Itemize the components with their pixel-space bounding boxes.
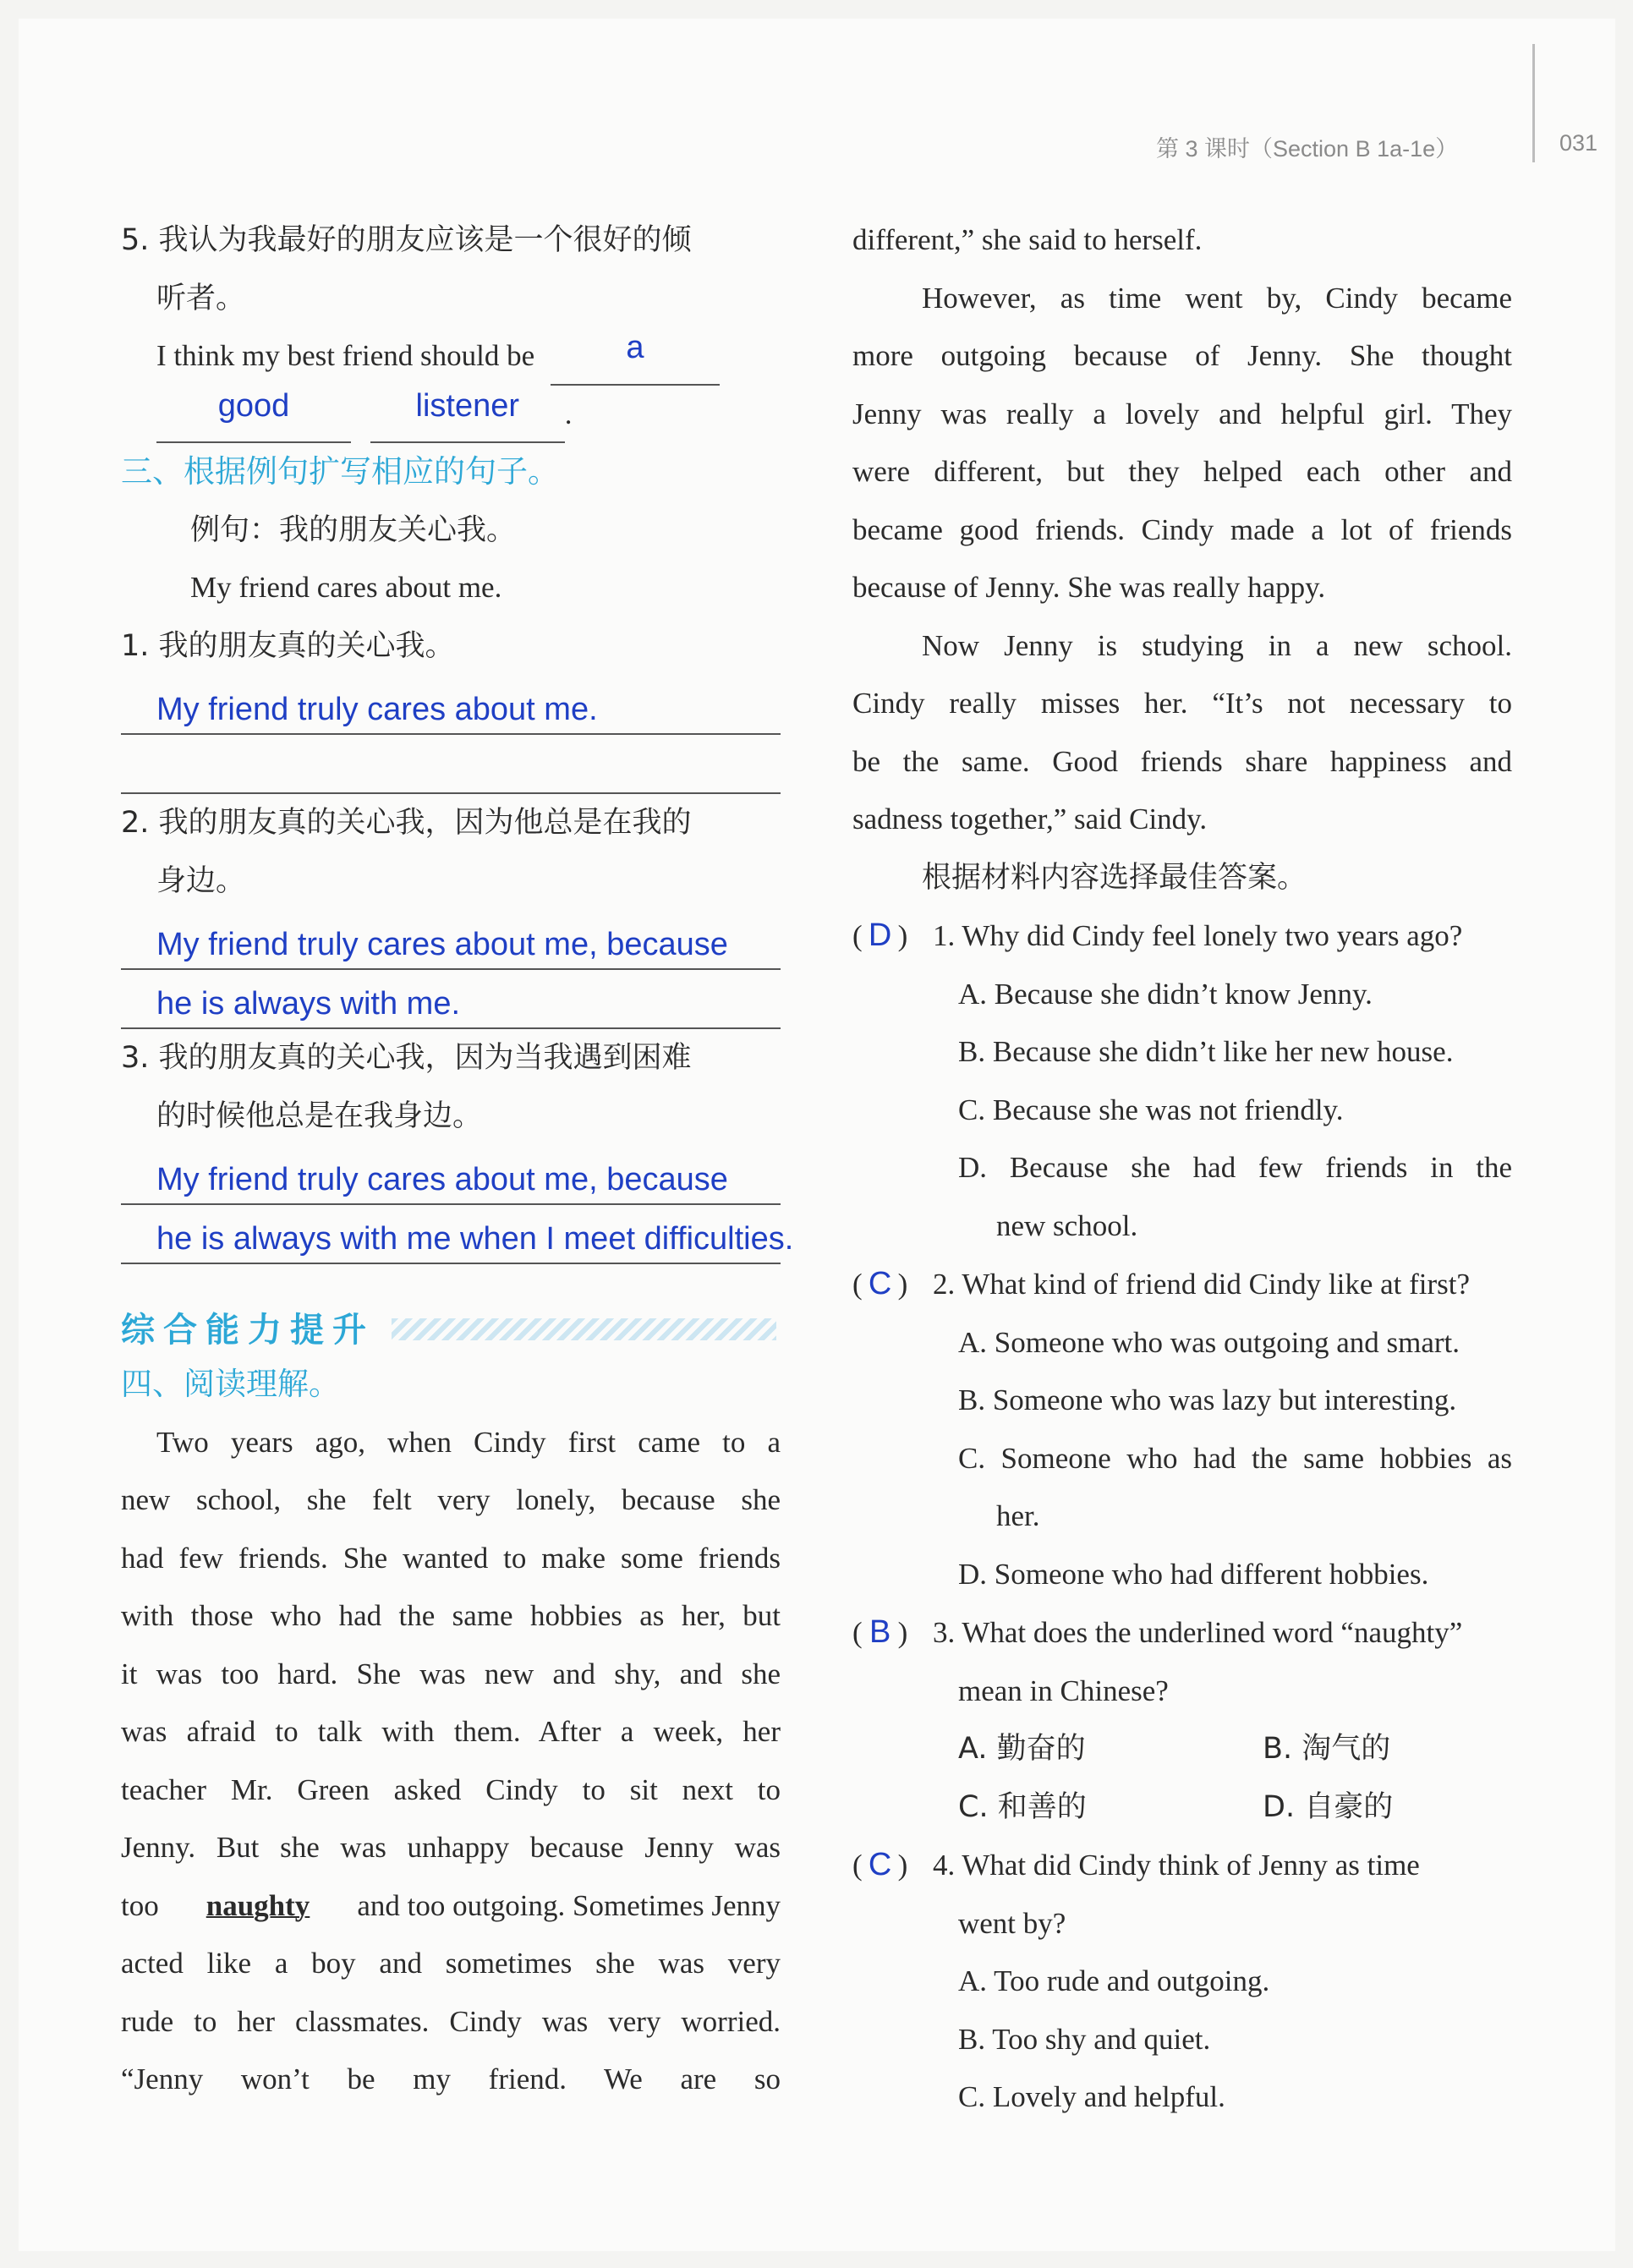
section3-q3-prompt-line2: 的时候他总是在我身边。 — [156, 1098, 483, 1133]
q5-prompt-line1: 5. 我认为我最好的朋友应该是一个很好的倾 — [121, 223, 692, 257]
section3-q3-answer-1: My friend truly cares about me, because — [156, 1161, 728, 1197]
passage-line: rude to her classmates. Cindy was very worried. — [121, 2004, 781, 2038]
q5-period: . — [564, 397, 573, 430]
passage-line: with those who had the same hobbies as her, but — [121, 1599, 781, 1632]
paren-open: ( — [852, 1616, 863, 1649]
question-text: 3. What does the underlined word “naughty” — [933, 1616, 1463, 1649]
left-column — [121, 211, 794, 2109]
paren-open: ( — [852, 1849, 863, 1882]
answer-bracket[interactable] — [852, 907, 933, 966]
q5-blank-3-answer: listener — [415, 387, 519, 424]
question-4-continued: went by? — [958, 1906, 1066, 1940]
option-d[interactable]: D. Someone who had different hobbies. — [958, 1557, 1429, 1591]
passage-word: too — [121, 1888, 159, 1922]
passage-line: different,” she said to herself. — [852, 223, 1203, 256]
section4-title: 四、阅读理解。 — [121, 1366, 340, 1402]
option-a[interactable]: A. 勤奋的 — [958, 1732, 1086, 1766]
passage-line: were different, but they helped each other and — [852, 455, 1512, 488]
section3-title: 三、根据例句扩写相应的句子。 — [121, 453, 559, 490]
section3-q2-prompt-line2: 身边。 — [156, 863, 246, 898]
answer-bracket[interactable] — [852, 1603, 933, 1663]
option-c[interactable]: C. Someone who had the same hobbies as — [958, 1441, 1512, 1475]
option-b[interactable]: B. Because she didn’t like her new house. — [958, 1035, 1454, 1068]
passage-line: new school, she felt very lonely, because she — [121, 1483, 781, 1516]
paren-close: ) — [897, 1268, 908, 1301]
passage-line: Jenny was really a lovely and helpful girl. They — [852, 397, 1512, 430]
section3-q2-answer-2: he is always with me. — [156, 986, 461, 1022]
option-b[interactable]: B. Too shy and quiet. — [958, 2022, 1211, 2056]
passage-line: “Jenny won’t be my friend. We are so — [121, 2063, 781, 2095]
paren-close: ) — [897, 1616, 908, 1649]
section3-example-zh: 例句：我的朋友关心我。 — [190, 512, 517, 547]
passage-text: and too outgoing. Sometimes Jenny — [357, 1888, 781, 1922]
section-banner — [121, 1288, 781, 1356]
question-text: 2. What kind of friend did Cindy like at first? — [933, 1268, 1471, 1301]
banner-stripe — [392, 1318, 776, 1340]
option-d-continued: new school. — [996, 1208, 1138, 1242]
passage-line: because of Jenny. She was really happy. — [852, 571, 1326, 604]
option-c[interactable]: C. Because she was not friendly. — [958, 1093, 1344, 1126]
answer-bracket[interactable] — [852, 1836, 933, 1895]
passage-line: Cindy really misses her. “It’s not necessary to — [852, 687, 1512, 720]
passage-line: Jenny. But she was unhappy because Jenny was — [121, 1831, 781, 1864]
passage-line: Now Jenny is studying in a new school. — [922, 628, 1512, 662]
paren-open: ( — [852, 919, 863, 952]
answer-q3: B — [869, 1614, 891, 1650]
passage-line: acted like a boy and sometimes she was very — [121, 1947, 781, 1980]
option-c[interactable]: C. 和善的 — [958, 1789, 1087, 1824]
passage-line-naughty — [121, 1877, 781, 1936]
q5-blank-3[interactable] — [370, 387, 565, 443]
q5-english-prefix: I think my best friend should be — [156, 339, 535, 372]
right-column — [852, 211, 1512, 2127]
option-a[interactable]: A. Too rude and outgoing. — [958, 1964, 1270, 1997]
question-1 — [852, 907, 1512, 966]
option-c-continued: her. — [996, 1499, 1040, 1532]
section3-q1-answer-line2[interactable] — [121, 735, 781, 795]
passage-line: became good friends. Cindy made a lot of friends — [852, 512, 1512, 546]
option-d[interactable]: D. Because she had few friends in the — [958, 1151, 1512, 1184]
passage-line: it was too hard. She was new and shy, and she — [121, 1657, 781, 1690]
section3-q2-answer-1: My friend truly cares about me, because — [156, 926, 728, 962]
section3-q2-answer-line2[interactable] — [121, 970, 781, 1030]
option-b[interactable]: B. 淘气的 — [1263, 1732, 1391, 1766]
section3-q3-prompt-line1: 3. 我的朋友真的关心我，因为当我遇到困难 — [121, 1041, 692, 1075]
section3-example-en: My friend cares about me. — [190, 571, 502, 604]
answer-q1: D — [868, 918, 892, 953]
paren-open: ( — [852, 1268, 863, 1301]
question-3-continued: mean in Chinese? — [958, 1674, 1169, 1707]
option-a[interactable]: A. Someone who was outgoing and smart. — [958, 1325, 1460, 1359]
option-d[interactable]: D. 自豪的 — [1263, 1789, 1394, 1824]
option-row — [852, 1778, 1512, 1837]
question-4 — [852, 1836, 1512, 1895]
option-a[interactable]: A. Because she didn’t know Jenny. — [958, 977, 1373, 1011]
passage-line: more outgoing because of Jenny. She thought — [852, 339, 1512, 372]
section3-q2-prompt-line1: 2. 我的朋友真的关心我，因为他总是在我的 — [121, 806, 692, 840]
q5-blank-1-answer: a — [626, 330, 644, 365]
passage-line: sadness together,” said Cindy. — [852, 803, 1208, 835]
passage-line: However, as time went by, Cindy became — [922, 281, 1512, 315]
q5-blank-2[interactable] — [156, 387, 351, 443]
section3-q1-prompt: 1. 我的朋友真的关心我。 — [121, 628, 455, 663]
question-3 — [852, 1603, 1512, 1663]
paren-close: ) — [897, 1849, 908, 1882]
q5-prompt-line2: 听者。 — [156, 281, 246, 315]
paren-close: ) — [897, 919, 908, 952]
lesson-header: 第 3 课时（Section B 1a-1e） — [1156, 136, 1459, 162]
section3-q1-answer: My friend truly cares about me. — [156, 691, 598, 727]
option-b[interactable]: B. Someone who was lazy but interesting. — [958, 1383, 1457, 1416]
banner-title: 综合能力提升 — [121, 1311, 375, 1350]
header-divider — [1532, 44, 1535, 162]
passage-line: Two years ago, when Cindy first came to a — [156, 1425, 781, 1459]
q5-blank-2-answer: good — [217, 387, 290, 424]
section3-q1-answer-line1[interactable] — [121, 675, 781, 735]
section3-q3-answer-2: he is always with me when I meet difficulties. — [156, 1221, 794, 1257]
q5-english-line2 — [121, 386, 781, 444]
reading-instruction: 根据材料内容选择最佳答案。 — [922, 860, 1307, 895]
passage-line: was afraid to talk with them. After a week, her — [121, 1715, 781, 1748]
section3-q3-answer-line1[interactable] — [121, 1145, 781, 1205]
passage-line: be the same. Good friends share happiness and — [852, 744, 1512, 778]
underlined-word-naughty: naughty — [205, 1888, 310, 1922]
answer-q2: C — [868, 1266, 892, 1301]
answer-q4: C — [868, 1847, 892, 1882]
question-2 — [852, 1255, 1512, 1314]
section3-q2-answer-line1[interactable] — [121, 910, 781, 970]
option-c[interactable]: C. Lovely and helpful. — [958, 2080, 1225, 2113]
option-row — [852, 1720, 1512, 1778]
question-text: 1. Why did Cindy feel lonely two years ago? — [933, 919, 1463, 952]
q5-blank-1[interactable] — [551, 330, 720, 386]
page-number: 031 — [1559, 130, 1598, 156]
question-text: 4. What did Cindy think of Jenny as time — [933, 1849, 1420, 1882]
section3-q3-answer-line2[interactable] — [121, 1205, 794, 1265]
passage-line: teacher Mr. Green asked Cindy to sit next to — [121, 1772, 781, 1806]
passage-line: had few friends. She wanted to make some friends — [121, 1541, 781, 1575]
answer-bracket[interactable] — [852, 1255, 933, 1314]
